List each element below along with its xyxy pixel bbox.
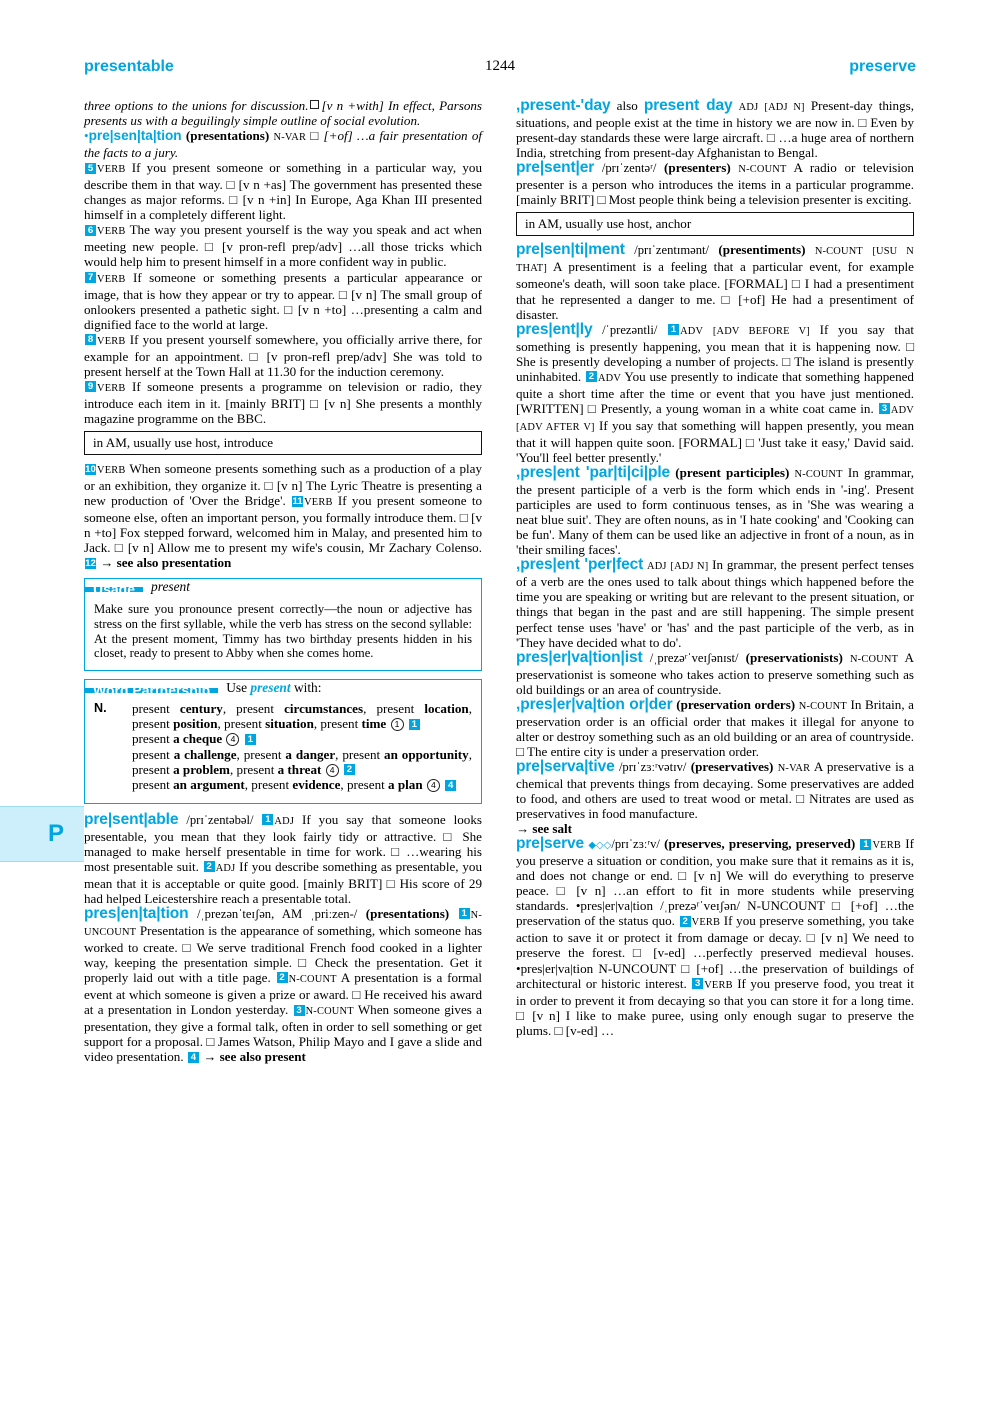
- right-column: [516, 98, 914, 1038]
- wp-intro-before: Use: [226, 679, 248, 695]
- entry-preservation-order: [516, 697, 914, 759]
- entry-preservationist: [516, 650, 914, 697]
- entry-presentiment: [516, 242, 914, 321]
- sense-number: 12: [85, 557, 96, 569]
- sense-number: 10: [85, 463, 96, 475]
- part-of-speech: N-COUNT: [288, 973, 337, 985]
- grammar-label: [USU N THAT]: [516, 246, 914, 275]
- part-of-speech: VERB: [304, 497, 333, 509]
- example-text: three options to the unions for discussion.: [84, 98, 309, 113]
- sense-body: When someone gives a presentation, they give a formal talk, often in order to sell something or get support for a proposal. □ James Watson, Philip Mayo and I gave a slide and video presentation.: [84, 1002, 482, 1065]
- american-usage-text: in AM, usually use host, introduce: [93, 434, 274, 450]
- wp-row: [94, 701, 472, 793]
- headword: pre|serve: [516, 835, 585, 853]
- pronunciation: /ˈprezəntli/: [602, 322, 658, 337]
- part-of-speech: VERB: [97, 273, 126, 285]
- part-of-speech: N-COUNT: [814, 246, 863, 258]
- american-usage-note: [516, 212, 914, 236]
- sense-body: In grammar, the present participle of a verb is the form which ends in '-ing'. Present participles are used to form continuous tenses, as in 'She was wearing a neat blue suit'. They are often nouns, as in 'I hate cooking' and 'Cooking can be fun'. Many of them can be used like an adjective in front of a noun, as in 'their smiling faces'.: [516, 465, 914, 558]
- part-of-speech: N-VAR: [273, 132, 307, 144]
- sense-number: 3: [879, 403, 890, 414]
- sense-body: If you say that something is presently happening, you mean that it is happening now. □ She is presently developing a number of projects. □ The island is presently uninhabited.: [516, 321, 915, 384]
- headword: ,pres|er|va|tion or|der: [516, 695, 673, 713]
- sense-number: 9: [85, 381, 96, 392]
- sense-number: 11: [292, 495, 303, 507]
- thumb-tab: [0, 806, 84, 862]
- american-usage-note: [84, 431, 482, 455]
- inflected-forms: (presenters): [664, 160, 731, 176]
- sense-5: [84, 160, 482, 222]
- inflected-forms: (preservationists): [745, 649, 843, 665]
- pronunciation: /ˌprezəʳˈveɪʃənɪst/: [649, 650, 739, 665]
- sense-6: [84, 222, 482, 269]
- left-column: [84, 98, 482, 1064]
- headword: pres|er|va|tion|ist: [516, 648, 643, 666]
- running-head-left: presentable: [84, 58, 174, 75]
- sense-body: Present-day things, situations, and people exist at the time in history we are now in. □ Even by present-day standards these were large aircraft. □ …a huge area of northern India, stretching from present-day Afghanistan to Bengal.: [516, 98, 914, 161]
- example-marker-icon: [310, 100, 319, 109]
- sense-body: A preservative is a chemical that prevents things from decaying. Some preservatives are added to food, and others are used to treat wood or metal. □ Nitrates are used as preservatives in food manufacture.: [516, 758, 915, 822]
- pronunciation: /prɪˈzentɪmənt/: [634, 243, 710, 258]
- sense-number: 1: [860, 839, 871, 850]
- sense-number: 1: [262, 814, 273, 825]
- wp-line: present an argument, present evidence, present a plan 4 4: [132, 777, 472, 792]
- wp-line: present century, present circumstances, present location, present position, present situation, present time 1 1: [132, 700, 472, 732]
- entry-preservative: [516, 759, 914, 821]
- entry-presentation-inline: [84, 128, 482, 160]
- pronunciation: /prɪˈzentəbəl/: [186, 812, 254, 827]
- sense-body: In Britain, a preservation order is an official order that makes it illegal for anyone to alter or destroy something such as an old building or an area of countryside. □ The entire city is under a preservation order.: [516, 696, 914, 759]
- entry-presently: [516, 322, 914, 465]
- sense-body: If you present someone to someone else, often an important person, you formally introduce them. □ [v n +to] Fox stepped forward, welcomed him in Malay, and presented him to Jack. □ [v n] Allow me to present my wife's cousin, Mr Zachary Colenso.: [84, 493, 483, 556]
- sense-body: If someone or something presents a particular appearance or image, that is how they appear or try to appear. □ [v n] The small group of onlookers presented a pathetic sight. □ [v n +to] …presenting a calm and dignified face to the world at large.: [84, 269, 483, 332]
- pronunciation: /prɪˈzɜːʳvətɪv/: [618, 759, 687, 774]
- part-of-speech: ADV: [597, 372, 622, 384]
- inflected-forms: (preserves, preserving, preserved): [664, 836, 856, 852]
- running-head-right: preserve: [849, 58, 916, 75]
- entry-presentable: [84, 812, 482, 906]
- entry-present-participle: [516, 465, 914, 557]
- sense-body: If you describe something as presentable, you mean that it is acceptable or quite good. [mainly BRIT] □ His score of 29 had helped Leicestershire reach a presentable total.: [84, 858, 482, 906]
- sense-number: 2: [680, 916, 691, 927]
- grammar-label: [ADV AFTER V]: [516, 421, 595, 433]
- sense-body: A preservationist is someone who takes action to preserve something such as old buildings or an area of countryside.: [516, 649, 914, 697]
- cross-reference-salt: [516, 821, 914, 836]
- sense-7: [84, 270, 482, 332]
- headword: ,pres|ent 'per|fect: [516, 556, 644, 574]
- sense-body: If you say that someone looks presentable, you mean that they look fairly tidy or attractive. □ She managed to make herself presentable in time for work. □ …wearing his most presentable suit.: [84, 811, 482, 874]
- cross-reference: → see salt: [516, 821, 573, 837]
- variant-form: present day: [643, 97, 733, 114]
- entry-present-day: [516, 98, 914, 160]
- part-of-speech: ADJ: [215, 862, 236, 874]
- sense-number: 8: [85, 334, 96, 345]
- wp-intro-word: present: [250, 679, 291, 695]
- sense-number: 3: [294, 1005, 305, 1016]
- part-of-speech: VERB: [97, 335, 126, 347]
- sense-number: 1: [459, 908, 470, 919]
- grammar-label: [ADJ N]: [764, 102, 805, 113]
- word-partnership-title: Word Partnership: [85, 688, 218, 693]
- sense-body: □ [+of] …a fair presentation of the facts to a jury.: [84, 128, 483, 161]
- part-of-speech: ADV: [890, 404, 914, 416]
- usage-panel-title: Usage: [85, 587, 143, 592]
- inflected-forms: (presentations): [185, 128, 270, 144]
- sense-number: 6: [85, 225, 96, 236]
- american-usage-text: in AM, usually use host, anchor: [525, 216, 692, 232]
- entry-presenter: [516, 160, 914, 207]
- entry-present-perfect: [516, 557, 914, 649]
- usage-panel-word: present: [151, 579, 190, 595]
- headword: pre|sen|ti|ment: [516, 241, 625, 259]
- entry-continuation: [84, 98, 482, 128]
- part-of-speech: ADJ: [647, 561, 667, 573]
- sense-body: If you say that something will happen presently, you mean that it will happen quite soon. [FORMAL] □ 'Just take it easy,' David said. 'You'll feel better presently.': [516, 417, 914, 465]
- sense-number: 2: [586, 371, 597, 382]
- part-of-speech: N-COUNT: [794, 469, 843, 481]
- grammar-label: [ADJ N]: [670, 561, 709, 573]
- sense-9: [84, 379, 482, 426]
- part-of-speech: VERB: [704, 979, 733, 991]
- wp-line: present a cheque 4 1: [132, 731, 472, 746]
- sense-number: 3: [692, 978, 703, 989]
- sense-body: The way you present yourself is the way you speak and act when meeting new people. □ [v pron-refl prep/adv] …all those tricks which would help him to present himself in a more confident way in public.: [84, 222, 482, 270]
- pronunciation: /prɪˈzɜːʳv/: [611, 837, 660, 852]
- wp-line: present a challenge, present a danger, present an opportunity, present a problem, present a threat 4 2: [132, 746, 472, 777]
- sense-body: If you present someone or something in a particular way, you describe them in that way. □ [v n +as] The government has presented these changes as major reforms. □ [v n +in] In Europe, Aga Khan III presented himself in a completely different light.: [84, 160, 483, 223]
- part-of-speech: ADV: [680, 325, 704, 337]
- wp-items: [132, 701, 472, 793]
- inflected-forms: (preservatives): [690, 758, 774, 774]
- part-of-speech: VERB: [691, 917, 721, 929]
- part-of-speech: N-UNCOUNT: [84, 909, 482, 938]
- headword: pre|sen|ta|tion: [88, 128, 182, 144]
- part-of-speech: VERB: [97, 164, 126, 176]
- wp-part-of-speech: N.: [94, 700, 107, 715]
- sense-number: 4: [188, 1052, 199, 1063]
- usage-panel-body: Make sure you pronounce present correctly—the noun or adjective has stress on the first syllable, while the verb has stress on the second syllable: At the present moment, Timmy has two birthday presents hidden in his closet, ready to present to Abby when she comes home.: [94, 602, 472, 661]
- sense-number: 7: [85, 272, 96, 283]
- word-partnership-header: [85, 680, 481, 696]
- sense-body: A radio or television presenter is a person who introduces the items in a particular programme. [mainly BRIT] □ Most people think being a television presenter is exciting.: [516, 160, 914, 208]
- part-of-speech: ADJ: [274, 815, 295, 827]
- thumb-tab-letter: P: [47, 820, 64, 847]
- sense-body: Presentation is the appearance of something, which someone has worked to create. □ We serve traditional French food cooked in a lighter way, keeping the presentation simple. □ Check the presentation. Get it properly laid out with a title page.: [84, 922, 482, 985]
- usage-panel: [84, 578, 482, 670]
- headword: ,pres|ent 'par|ti|ci|ple: [516, 464, 671, 482]
- headword: ,present-'day: [516, 97, 611, 114]
- headword: pres|ent|ly: [516, 320, 593, 338]
- word-partnership-panel: [84, 679, 482, 804]
- sense-body: When someone presents something such as a production of a play or an exhibition, they organize it. □ [v n] The Lyric Theatre is presenting a new production of 'Over the Bridge'.: [84, 461, 483, 509]
- word-partnership-intro: [218, 680, 321, 696]
- part-of-speech: VERB: [97, 465, 126, 477]
- usage-panel-header: [85, 579, 481, 598]
- part-of-speech: VERB: [872, 840, 901, 852]
- wp-intro-after: with:: [293, 679, 322, 695]
- frequency-band-icon: ◆◇◇: [588, 840, 612, 852]
- part-of-speech: N-VAR: [777, 762, 811, 774]
- sense-number: 5: [85, 163, 96, 174]
- cross-reference: → see also presentation: [100, 555, 232, 571]
- sense-body: A presentiment is a feeling that a particular event, for example someone's death, will soon take place. [FORMAL] □ I had a presentiment that he represented a danger to me. □ [+of] He had a presentiment of disaster.: [516, 259, 914, 322]
- entry-preserve: [516, 836, 914, 1038]
- sense-number: 2: [204, 861, 215, 872]
- part-of-speech: VERB: [97, 226, 126, 238]
- part-of-speech: ADJ: [738, 102, 759, 113]
- sense-8: [84, 332, 482, 379]
- pronunciation: /ˌprezənˈteɪʃən, AM ˌpriːzen-/: [196, 906, 358, 921]
- cross-reference: → see also present: [203, 1049, 306, 1065]
- headword: pre|serva|tive: [516, 757, 615, 775]
- sense-number: 1: [668, 324, 679, 335]
- sense-number: 2: [277, 972, 288, 983]
- pronunciation: /prɪˈzentəʳ/: [601, 161, 657, 176]
- sense-body: If someone presents a programme on television or radio, they introduce each item in it. [mainly BRIT] □ [v n] She presents a monthly magazine programme on the BBC.: [84, 378, 482, 426]
- part-of-speech: N-COUNT: [849, 653, 899, 665]
- entry-presentation: [84, 906, 482, 1064]
- running-head: [84, 58, 916, 84]
- word-partnership-body: [85, 696, 481, 803]
- sense-body: In grammar, the present perfect tenses of a verb are the ones used to talk about things which happened before the time you are speaking or writing but are relevant to the present situation, or things that began in the past and are still happening. The simple present perfect tense uses 'have' or 'has' and the past participle of the verb, as in 'They have decided what to do'.: [516, 557, 915, 650]
- inflected-forms: (presentations): [365, 905, 450, 921]
- part-of-speech: N-COUNT: [305, 1006, 354, 1018]
- example-text: [v n +with] In effect, Parsons presents us with a beguilingly simple outline of social evolution.: [84, 98, 483, 129]
- part-of-speech: VERB: [97, 382, 126, 394]
- inflected-forms: (presentiments): [718, 242, 806, 258]
- sense-10: [84, 461, 482, 570]
- sense-body: If you preserve something, you take action to save it or protect it from damage or decay. □ [v n] We need to preserve the forest. □ [v-ed] …perfectly preserved medieval houses. •pres|er|va|tion N-UNCOUNT □ [+of] …the preservation of buildings of architectural or historic interest.: [516, 913, 914, 991]
- sense-body: If you preserve a situation or condition, you make sure that it remains as it is, and does not change or end. □ [v n] We will do everything to preserve peace. □ [v n] …an effort to fit in more students while preserving standards. •pres|er|va|tion /ˌprezəʳˈveɪʃən/ N-UNCOUNT □ [+of] …the preservation of the status quo.: [516, 836, 914, 929]
- also-label: also: [616, 98, 638, 113]
- part-of-speech: N-COUNT: [798, 700, 847, 712]
- headword: pre|sent|able: [84, 810, 179, 828]
- sense-body: If you preserve food, you treat it in order to prevent it from decaying so that you can store it for a long time. □ [v n] I like to make puree, using only enough sugar to preserve the plums. □ [v-ed] …: [516, 975, 915, 1038]
- sense-body: If you present yourself somewhere, you officially arrive there, for example for an appointment. □ [v pron-refl prep/adv] She was told to present herself at the Town Hall at 11.30 for the induction ceremony.: [84, 331, 482, 379]
- inflected-forms: (preservation orders): [676, 696, 796, 712]
- headword: pres|en|ta|tion: [84, 904, 189, 922]
- page-number: 1244: [485, 58, 515, 74]
- headword: pre|sent|er: [516, 159, 595, 177]
- sense-body: A presentation is a formal event at which someone is given a prize or award. □ He received his award at a presentation in London yesterday.: [84, 969, 483, 1018]
- sense-body: You use presently to indicate that something happened quite a short time after the time or event that you have just mentioned. [WRITTEN] □ Presently, a young woman in a white coat came in.: [516, 368, 914, 416]
- inflected-forms: (present participles): [675, 465, 790, 481]
- part-of-speech: N-COUNT: [738, 164, 787, 176]
- grammar-label: [ADV BEFORE V]: [712, 325, 810, 337]
- bullet-icon: •: [84, 128, 89, 144]
